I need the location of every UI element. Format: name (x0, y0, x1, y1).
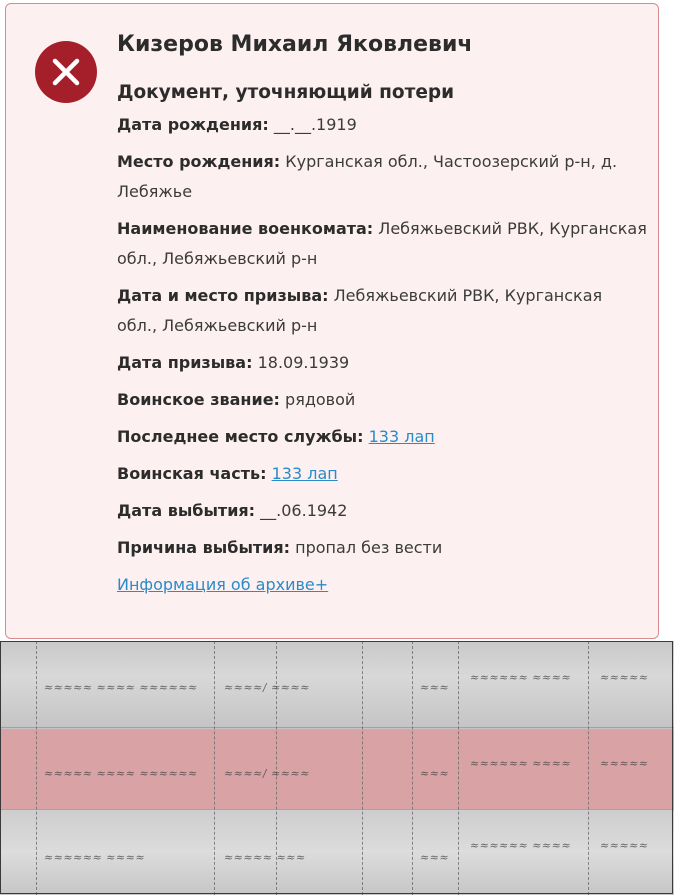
field-label: Воинское звание: (117, 390, 280, 409)
field-value: __.__.1919 (268, 115, 357, 134)
field-label: Дата рождения: (117, 115, 269, 134)
field-label: Дата и место призыва: (117, 286, 329, 305)
field-draft-date (117, 348, 647, 378)
field-label: Последнее место службы: (117, 427, 364, 446)
field-leave-date (117, 496, 647, 526)
field-label: Дата выбытия: (117, 501, 256, 520)
archive-info-link[interactable]: Информация об архиве+ (117, 575, 329, 594)
field-value: Лебяжьевский РВК, Курганская обл., Лебяжьевский р-н (117, 286, 603, 335)
field-birth-place (117, 147, 647, 207)
field-value: рядовой (279, 390, 356, 409)
field-draft-place (117, 281, 647, 341)
field-label: Воинская часть: (117, 464, 267, 483)
field-label: Дата призыва: (117, 353, 253, 372)
record-card (5, 3, 659, 639)
field-leave-reason (117, 533, 647, 563)
field-label: Наименование военкомата: (117, 219, 374, 238)
field-label: Причина выбытия: (117, 538, 291, 557)
archive-document-scan: ≈≈≈≈≈ ≈≈≈≈ ≈≈≈≈≈≈ ≈≈≈≈/ ≈≈≈≈ ≈≈≈ ≈≈≈≈≈≈ ≈≈≈≈ ≈≈≈≈≈ ≈≈≈≈≈ ≈≈≈≈ ≈≈≈≈≈≈ ≈≈≈≈/ ≈≈≈≈ ≈≈≈ ≈≈≈≈≈≈ ≈≈≈≈ ≈≈≈≈≈ ≈≈≈≈≈≈ ≈≈≈≈ ≈≈≈≈≈ ≈≈≈ ≈≈≈ ≈≈≈≈≈≈ ≈≈≈≈ ≈≈≈≈≈ (0, 641, 674, 895)
field-value: __.06.1942 (255, 501, 348, 520)
field-value: Лебяжьевский РВК, Курганская обл., Лебяжьевский р-н (117, 219, 647, 268)
field-value: 18.09.1939 (252, 353, 350, 372)
field-rank (117, 385, 647, 415)
field-birth-date (117, 110, 647, 140)
close-icon (35, 41, 97, 103)
field-last-service (117, 422, 647, 452)
document-type: Документ, уточняющий потери (117, 82, 455, 103)
last-service-link[interactable]: 133 лап (368, 427, 435, 446)
field-value: пропал без вести (290, 538, 443, 557)
field-unit (117, 459, 647, 489)
field-label: Место рождения: (117, 152, 281, 171)
person-name: Кизеров Михаил Яковлевич (117, 32, 473, 57)
record-details (117, 30, 647, 600)
field-military-office (117, 214, 647, 274)
field-value: Курганская обл., Частоозерский р-н, д. Лебяжье (117, 152, 618, 201)
unit-link[interactable]: 133 лап (271, 464, 338, 483)
